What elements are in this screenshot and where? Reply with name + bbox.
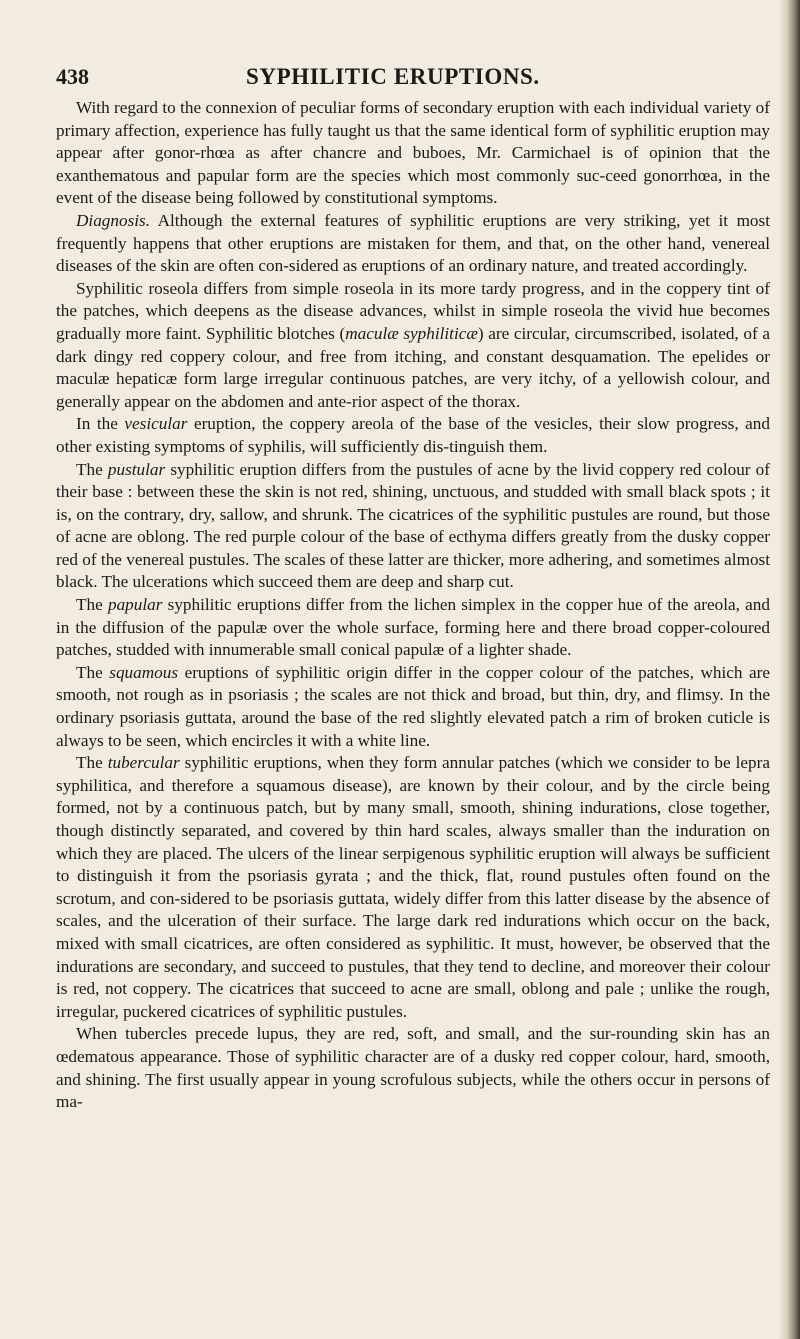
page-header [56,64,758,90]
text-run: With regard to the connexion of peculiar forms of secondary eruption with each individual variety of primary affection, experience has fully taught us that the same identical form of syphilitic eruption may appear after gonor-rhœa as after chancre and buboes, Mr. Carmichael is of opinion that the exanthematous and papular form are the species which most commonly suc-ceed gonorrhœa, in the event of the disease being followed by constitutional symptoms. [56,98,770,208]
italic-term: papular [107,595,163,615]
paragraph [56,413,770,458]
text-run: The [76,459,108,479]
text-run: In the [76,414,125,434]
paragraph [56,594,770,662]
text-run: Although the external features of syphilitic eruptions are very striking, yet it most frequently happens that other eruptions are mistaken for them, and that, on the other hand, venereal diseases of the skin are often con-sidered as eruptions of an ordinary nature, and treated accordingly. [56,210,770,276]
text-run: ) are circular, circumscribed, isolated, of a dark dingy red coppery colour, and free from itching, and constant desquamation. The epelides or maculæ hepaticæ form large irregular continuous patches, are very itchy, of a yellowish colour, and generally appear on the abdomen and ante-rior aspect of the thorax. [56,323,770,411]
paragraph [56,1023,770,1113]
italic-term: pustular [107,459,166,479]
page-number: 438 [56,64,89,89]
paragraph [56,752,770,1023]
page-edge-shadow [778,0,800,1339]
paragraph [56,210,770,278]
text-run: syphilitic eruption differs from the pustules of acne by the livid coppery red colour of their base : between these the skin is not red, shining, unctuous, and studded with small black spots ; it is, on the contrary, dry, sallow, and shrunk. The cicatrices of the syphilitic pustules are round, but those of acne are oblong. The red purple colour of the base of ecthyma differs greatly from the dusky copper red of the venereal pustules. The scales of these latter are thicker, more adhering, and sometimes almost black. The ulcerations which succeed them are deep and sharp cut. [56,459,770,592]
text-run: The [76,662,110,682]
running-head: SYPHILITIC ERUPTIONS. [246,64,540,89]
text-run: When tubercles precede lupus, they are red, soft, and small, and the sur-rounding skin has an œdematous appearance. Those of syphilitic character are of a dusky red copper colour, hard, smooth, and shining. The first usually appear in young scrofulous subjects, while the others occur in persons of ma- [56,1024,770,1112]
italic-term: squamous [109,662,179,682]
text-run: syphilitic eruptions differ from the lichen simplex in the copper hue of the areola, and in the diffusion of the papulæ over the whole surface, forming here and there broad copper-coloured patches, studded with innumerable small conical papulæ of a lighter shade. [56,595,770,660]
text-run: eruption, the coppery areola of the base of the vesicles, their slow progress, and other existing symptoms of syphilis, will sufficiently dis-tinguish them. [56,414,770,456]
paragraph [56,459,770,595]
italic-term: tubercular [107,753,180,773]
text-run: eruptions of syphilitic origin differ in the copper colour of the patches, which are smooth, not rough as in psoriasis ; the scales are not thick and broad, but thin, dry, and flimsy. In the ordinary psoriasis guttata, around the base of the red slightly elevated patch a rim of broken cuticle is always to be seen, which encircles it with a white line. [56,662,770,750]
body-text [56,97,770,1114]
paragraph [56,278,770,414]
text-run: syphilitic eruptions, when they form annular patches (which we consider to be lepra syphilitica, and therefore a squamous disease), are known by their colour, and by the circle being formed, not by a continuous patch, but by many small, smooth, shining indurations, close together, though distinctly separated, and covered by thin hard scales, always smaller than the induration on which they are placed. The ulcers of the linear serpigenous syphilitic eruption will always be sufficient to distinguish it from the psoriasis gyrata ; and the thick, flat, round pustules often found on the scrotum, and con-sidered to be psoriasis guttata, widely differ from this latter disease by the absence of scales, and the ulceration of their surface. The large dark red indurations which occur on the back, mixed with small cicatrices, are often considered as syphilitic. It must, however, be observed that the indurations are secondary, and succeed to pustules, that they tend to decline, and moreover their colour is red, not coppery. The cicatrices that succeed to acne are small, oblong and pale ; unlike the rough, irregular, puckered cicatrices of syphilitic pustules. [56,753,770,1021]
paragraph [56,97,770,210]
italic-term: vesicular [124,414,188,434]
italic-term: maculæ syphiliticæ [345,323,478,343]
paragraph [56,662,770,752]
italic-term: Diagnosis. [76,210,151,230]
text-run: The [76,753,108,773]
text-run: Syphilitic roseola differs from simple roseola in its more tardy progress, and in the coppery tint of the patches, which deepens as the disease advances, whilst in simple roseola the vivid hue becomes gradually more faint. Syphilitic blotches ( [56,278,770,343]
text-run: The [76,595,108,615]
